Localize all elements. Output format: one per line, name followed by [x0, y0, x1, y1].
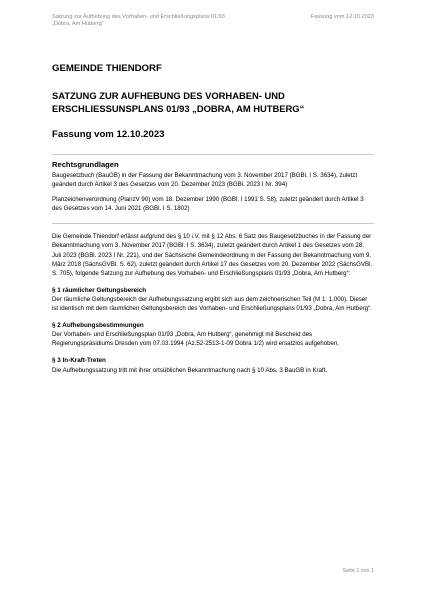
running-header-left	[52, 14, 225, 28]
page-number: Seite 1 von 1	[342, 568, 374, 574]
section-heading: § 3 In-Kraft-Treten	[52, 357, 106, 365]
document-title-line1: SATZUNG ZUR AUFHEBUNG DES VORHABEN- UND	[52, 90, 285, 101]
header-title-line1: Satzung zur Aufhebung des Vorhaben- und Erschließungsplans 01/93	[52, 14, 225, 20]
legal-basis-baugb: Baugesetzbuch (BauGB) in der Fassung der Bekanntmachung vom 3. November 2017 (BGBl. I S. 3634), zuletzt geändert durch Artikel 3 des Gesetzes vom 20. Dezember 2023 (BGBl. 2023 I Nr. 394)	[52, 172, 358, 189]
legal-basis-heading: Rechtsgrundlagen	[52, 160, 119, 169]
section-heading: § 1 räumlicher Geltungsbereich	[52, 286, 147, 294]
document-title	[52, 90, 374, 115]
section-text: Der räumliche Geltungsbereich der Aufhebungssatzung ergibt sich aus dem zeichnerischen Teil (M 1: 1.000). Dieser ist identisch mit dem räumlichen Geltungsbereich des Vorhaben- und Erschließungsplans 01/93 „Dobra, Am Hutberg“.	[52, 295, 372, 313]
preamble-paragraph: Die Gemeinde Thiendorf erlässt aufgrund des § 10 i.V. mit § 12 Abs. 6 Satz des Baugesetzbuches in der Fassung der Bekanntmachung vom 3. November 2017 (BGBl. I S. 3634), zuletzt geändert durch Artikel 1 des Gesetzes vom 28. Juli 2023 (BGBl. 2023 I Nr. 221), und der Sächsische Gemeindeordnung in der Fassung der Bekanntmachung vom 9. März 2018 (SächsGVBl. S. 62), zuletzt geändert durch Artikel 17 des Gesetzes vom 20. Dezember 2022 (SächsGVBl. S. 705), folgende Satzung zur Aufhebung des Vorhaben- und Erschließungsplans 01/93 „Dobra, Am Hutberg“:	[52, 233, 373, 277]
section-heading: § 2 Aufhebungsbestimmungen	[52, 322, 144, 330]
legal-basis-planzv: Planzeichenverordnung (PlanzV 90) vom 18. Dezember 1990 (BGBl. I 1991 S. 58), zuletzt geändert durch Artikel 3 des Gesetzes vom 14. Juni 2021 (BGBl. I S. 1802)	[52, 196, 364, 213]
divider	[52, 223, 374, 224]
version-heading: Fassung vom 12.10.2023	[52, 129, 165, 140]
running-header-date: Fassung vom 12.10.2023	[310, 14, 374, 20]
section-text: Der Vorhaben- und Erschließungsplan 01/93 „Dobra, Am Hutberg“, genehmigt mit Bescheid des Regierungspräsidiums Dresden vom 07.03.1994 (Az.52-2513-1-09 Dobra 1/2) wird ersatzlos aufgehoben.	[52, 331, 340, 348]
document-body	[52, 63, 374, 375]
municipality-heading: GEMEINDE THIENDORF	[52, 63, 162, 74]
header-title-line2: „Dobra, Am Hutberg“	[52, 21, 104, 27]
document-title-line2: ERSCHLIESSUNSPLANS 01/93 „DOBRA, AM HUTBERG“	[52, 102, 305, 114]
divider	[52, 154, 374, 155]
section-text: Die Aufhebungssatzung tritt mit ihrer ortsüblichen Bekanntmachung nach § 10 Abs. 3 BauGB in Kraft.	[52, 366, 328, 374]
